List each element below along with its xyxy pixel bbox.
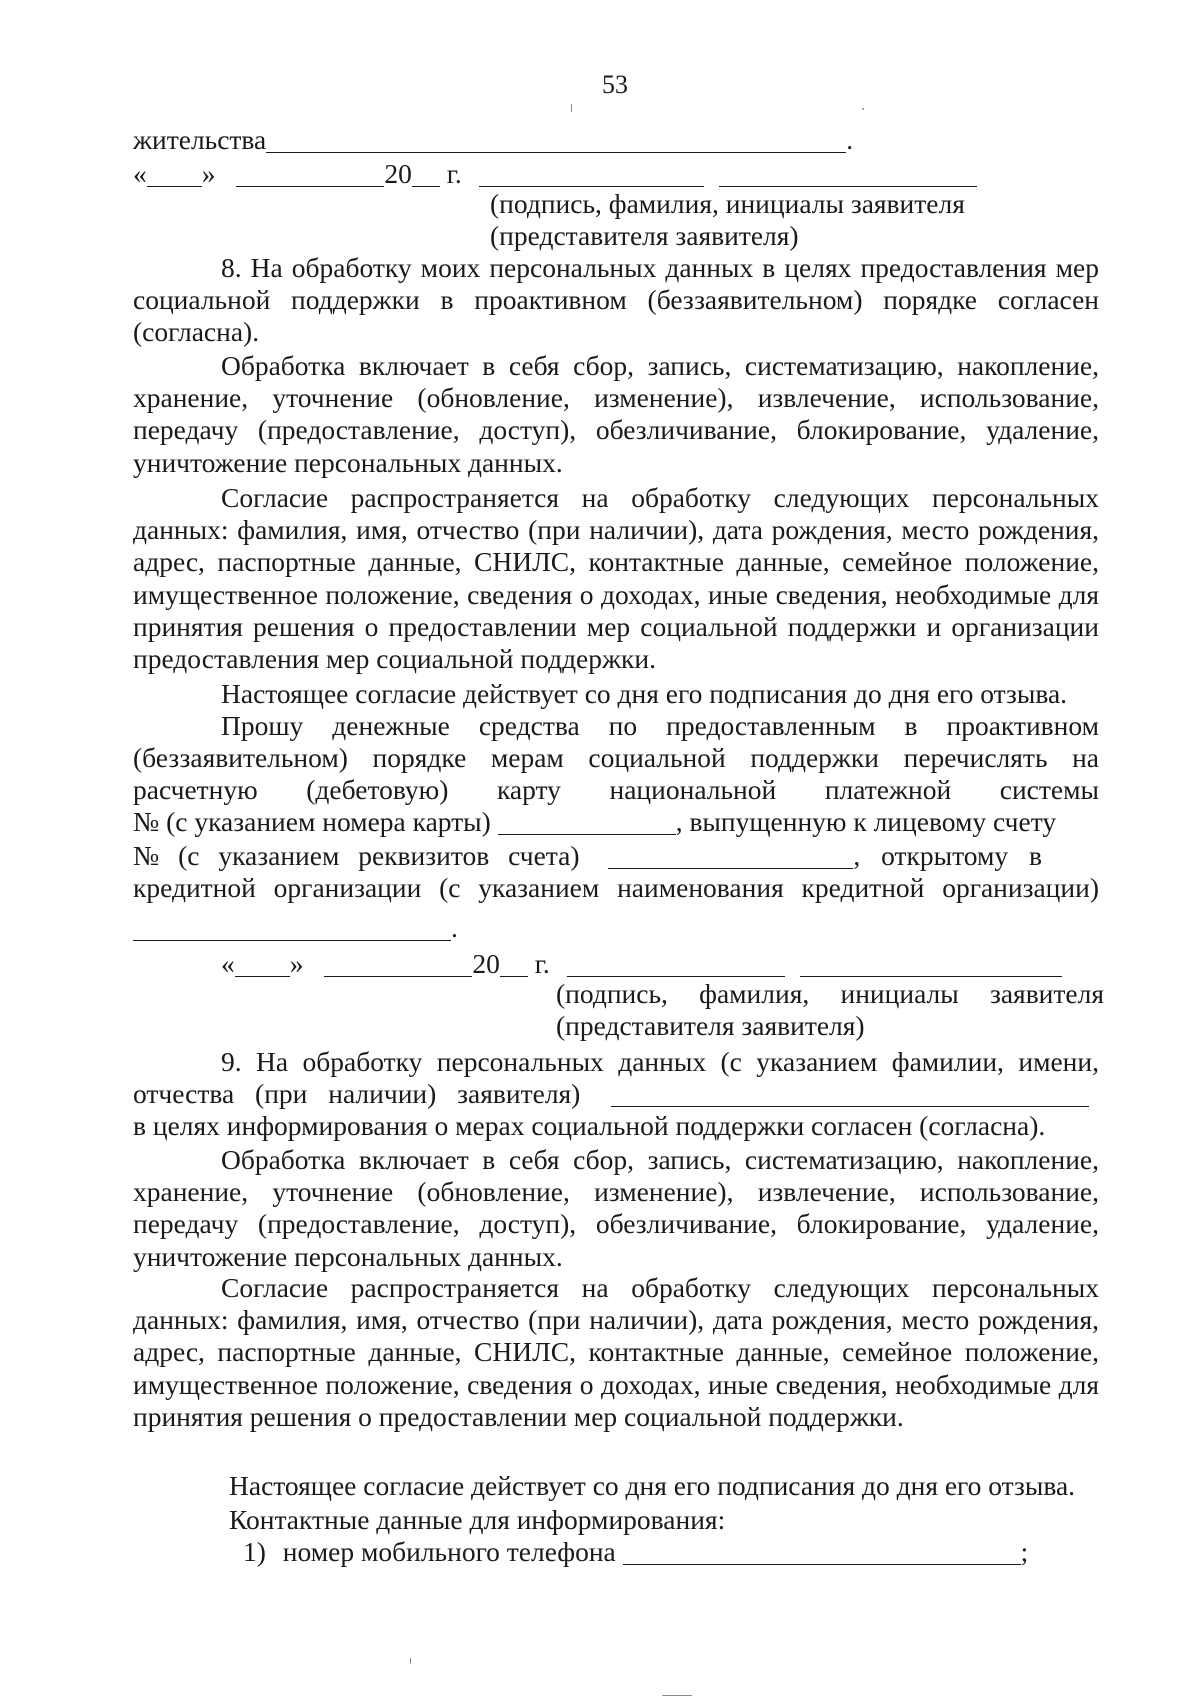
contact-item-phone [243,1536,1028,1568]
year-suffix: г. [534,948,550,979]
day-blank[interactable] [147,162,202,187]
section8-paragraph-4: Настоящее согласие действует со дня его подписания до дня его отзыва. [221,678,1068,709]
date-open-quote: « [133,158,147,189]
section8-payment-line-1: Прошу денежные средства по предоставленным в проактивном [221,710,1099,741]
section8-payment-line-3: расчетную (дебетовую) карту национальной платежной системы [133,774,1099,805]
scan-speck [410,1658,411,1664]
phone-number-blank[interactable] [623,1540,1021,1565]
year-blank[interactable] [412,162,440,187]
year-prefix: 20 [384,158,412,189]
section9-paragraph-3: Согласие распространяется на обработку следующих персональных данных: фамилия, имя, отчество (при наличии), дата рождения, место рождения, адрес, паспортные данные, СНИЛС, контактные данные, семейное положение, имущественное положение, сведения о доходах, иные сведения, необходимые для принятия решения о предоставлении мер социальной поддержки. [133,1272,1099,1432]
bank-name-blank[interactable] [133,916,451,941]
card-after: , выпущенную к лицевому счету [675,806,1057,837]
month-blank[interactable] [324,952,472,977]
name-blank[interactable] [800,952,1062,977]
bank-line: кредитной организации (с указанием наименования кредитной организации) [133,872,1099,903]
contacts-title: Контактные данные для информирования: [229,1504,726,1535]
signature-blank[interactable] [567,952,785,977]
section9-line-2 [133,1078,1089,1110]
date-close-quote: » [289,948,304,979]
month-blank[interactable] [236,162,384,187]
signature-blank[interactable] [479,162,704,187]
bank-end: . [451,912,458,943]
top-date-line [133,158,977,190]
account-blank[interactable] [608,844,853,869]
section9-line-1: 9. На обработку персональных данных (с указанием фамилии, имени, [221,1046,1099,1077]
year-prefix: 20 [472,948,500,979]
account-after: , открытому в [853,840,1043,871]
bank-blank-line [133,912,458,944]
section8-paragraph-3: Согласие распространяется на обработку следующих персональных данных: фамилия, имя, отчество (при наличии), дата рождения, место рождения, адрес, паспортные данные, СНИЛС, контактные данные, семейное положение, имущественное положение, сведения о доходах, иные сведения, необходимые для принятия решения о предоставлении мер социальной поддержки и организации предоставления мер социальной поддержки. [133,482,1099,675]
section8-signature-caption-2: (представителя заявителя) [556,1010,865,1041]
day-blank[interactable] [235,952,290,977]
page-number: 53 [602,70,628,99]
residence-line [133,124,853,156]
section8-signature-caption-1: (подпись, фамилия, инициалы заявителя [556,978,1104,1009]
signature-caption-2: (представителя заявителя) [490,220,799,251]
section9-line-3: в целях информирования о мерах социальной поддержки согласен (согласна). [133,1110,1046,1141]
name-blank[interactable] [719,162,977,187]
card-label: № (с указанием номера карты) [133,806,491,837]
card-number-blank[interactable] [498,810,676,835]
section8-payment-line-2: (беззаявительном) порядке мерам социальной поддержки перечислять на [133,742,1099,773]
account-label: № (с указанием реквизитов счета) [133,840,580,871]
signature-caption-1: (подпись, фамилия, инициалы заявителя [490,188,965,219]
section9-paragraph-4: Настоящее согласие действует со дня его подписания до дня его отзыва. [229,1470,1076,1501]
residence-word: жительства [133,124,267,155]
applicant-name-blank[interactable] [611,1082,1089,1107]
date-open-quote: « [221,948,235,979]
scan-speck [571,104,572,112]
scan-speck [862,108,864,110]
date-close-quote: » [201,158,216,189]
item-number: 1) [243,1536,266,1567]
residence-blank[interactable] [266,128,846,153]
applicant-label: отчества (при наличии) заявителя) [133,1078,581,1109]
account-line [133,840,1099,872]
section8-date-line [221,948,1062,980]
item-end: ; [1020,1536,1029,1567]
card-line [133,806,1056,838]
year-suffix: г. [446,158,462,189]
section8-paragraph-1: 8. На обработку моих персональных данных в целях предоставления мер социальной поддержки в проактивном (беззаявительном) порядке согласен (согласна). [133,252,1099,348]
phone-label: номер мобильного телефона [282,1536,616,1567]
section9-paragraph-2: Обработка включает в себя сбор, запись, систематизацию, накопление, хранение, уточнение (обновление, изменение), извлечение, использование, передачу (предоставление, доступ), обезличивание, блокирование, удаление, уничтожение персональных данных. [133,1144,1099,1272]
scan-speck [662,1695,692,1696]
section8-paragraph-2: Обработка включает в себя сбор, запись, систематизацию, накопление, хранение, уточнение (обновление, изменение), извлечение, использование, передачу (предоставление, доступ), обезличивание, блокирование, удаление, уничтожение персональных данных. [133,350,1099,478]
year-blank[interactable] [500,952,528,977]
residence-end: . [846,124,854,155]
